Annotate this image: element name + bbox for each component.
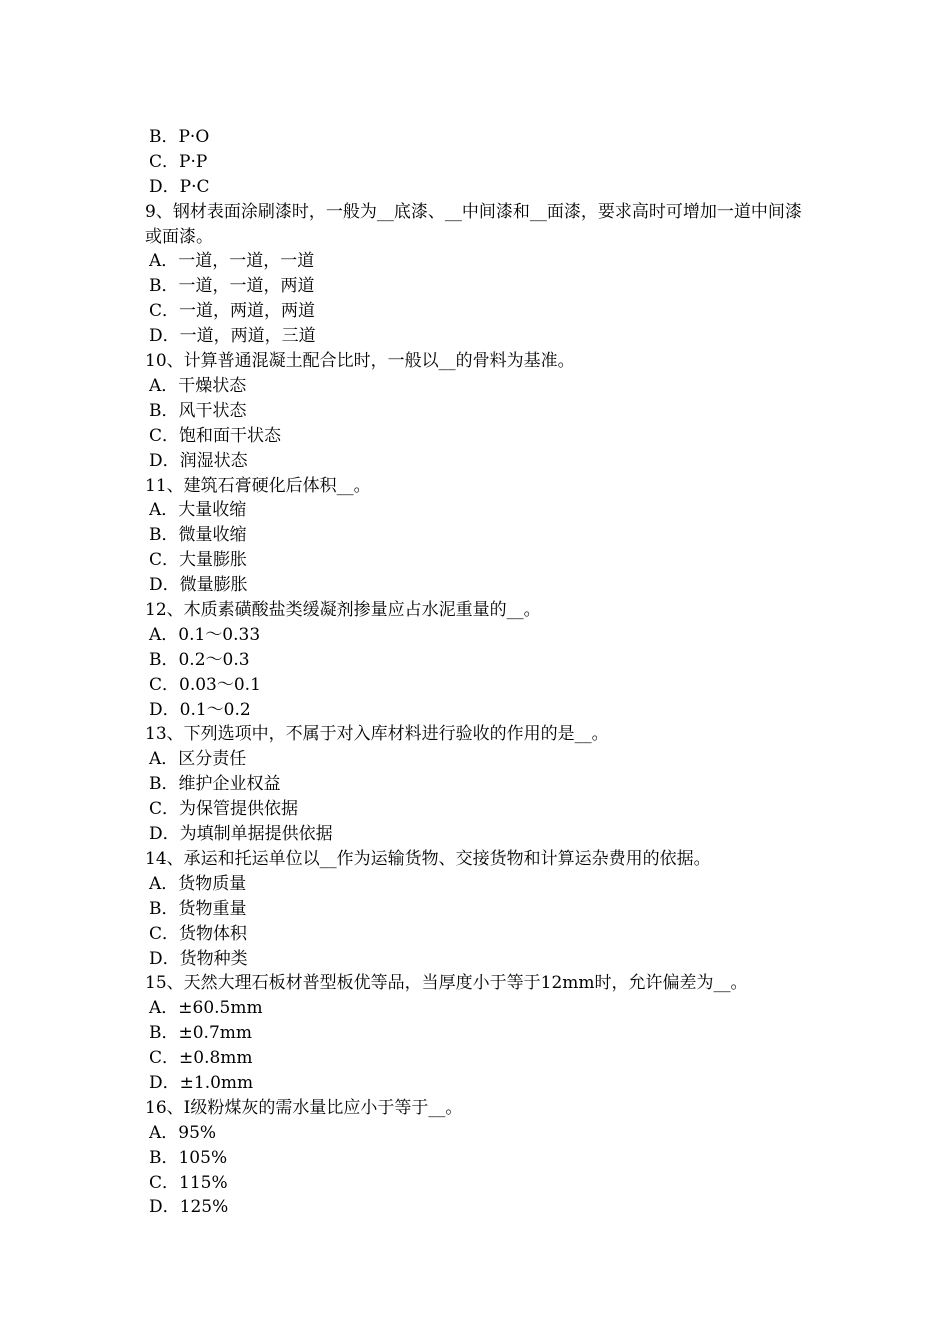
answer-option: A．±60.5mm [149,998,263,1019]
document-page [145,125,815,1220]
answer-option: D．润湿状态 [149,450,248,471]
question-text: 13、下列选项中，不属于对入库材料进行验收的作用的是__。 [145,724,609,745]
answer-option: B．货物重量 [149,898,247,919]
answer-option: A．大量收缩 [149,500,247,521]
answer-option: D．微量膨胀 [149,575,248,596]
answer-option: C．为保管提供依据 [149,799,299,820]
answer-option: B．P·O [149,127,210,147]
question-text: 10、计算普通混凝土配合比时，一般以__的骨料为基准。 [145,351,575,372]
answer-option: D．125% [149,1197,229,1218]
question-text: 16、Ⅰ级粉煤灰的需水量比应小于等于__。 [145,1097,463,1118]
answer-option: B．105% [149,1147,228,1168]
question-text: 11、建筑石膏硬化后体积__。 [145,475,371,496]
answer-option: A．0.1～0.33 [149,624,261,645]
answer-option: A．一道，一道，一道 [149,251,315,272]
answer-option: C．±0.8mm [149,1048,253,1069]
answer-option: A．95% [149,1122,217,1143]
answer-option: C．大量膨胀 [149,550,248,571]
answer-option: B．±0.7mm [149,1023,253,1044]
answer-option: B．微量收缩 [149,525,247,546]
answer-option: C．0.03～0.1 [149,674,261,695]
answer-option: D．0.1～0.2 [149,699,251,720]
answer-option: D．P·C [149,176,210,197]
question-text: 14、承运和托运单位以__作为运输货物、交接货物和计算运杂费用的依据。 [145,848,711,869]
answer-option: A．干燥状态 [149,375,247,396]
answer-option: D．货物种类 [149,948,248,969]
question-text: 12、木质素磺酸盐类缓凝剂掺量应占水泥重量的__。 [145,599,541,620]
question-text: 15、天然大理石板材普型板优等品，当厚度小于等于12mm时，允许偏差为__。 [145,973,748,994]
answer-option: C．货物体积 [149,923,248,944]
answer-option: A．货物质量 [149,873,247,894]
answer-option: D．为填制单据提供依据 [149,824,333,845]
answer-option: C．115% [149,1172,228,1193]
answer-option: B．一道，一道，两道 [149,276,315,297]
answer-option: B．0.2～0.3 [149,649,250,670]
answer-option: C．饱和面干状态 [149,425,282,446]
answer-option: D．±1.0mm [149,1072,254,1093]
answer-option: C．P·P [149,151,208,172]
answer-option: D．一道，两道，三道 [149,326,316,347]
answer-option: B．维护企业权益 [149,774,281,795]
answer-option: C．一道，两道，两道 [149,301,316,322]
question-text: 9、钢材表面涂刷漆时，一般为__底漆、__中间漆和__面漆，要求高时可增加一道中间漆或面漆。 [145,201,802,247]
answer-option: B．风干状态 [149,400,247,421]
answer-option: A．区分责任 [149,749,247,770]
